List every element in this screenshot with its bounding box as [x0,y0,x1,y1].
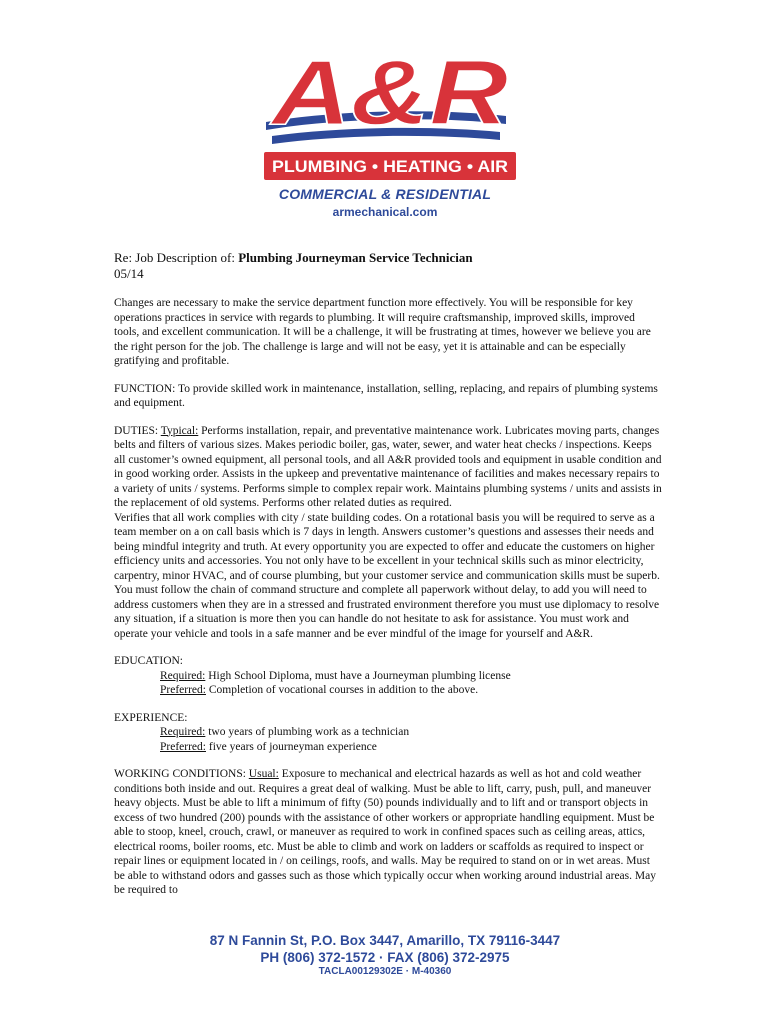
doc-date: 05/14 [114,266,144,281]
experience-preferred [114,740,662,755]
footer-phone: PH (806) 372-1572 · FAX (806) 372-2975 [260,950,510,965]
experience-required-text: two years of plumbing work as a technician [208,726,410,738]
education-label: EDUCATION: [114,655,183,667]
duties-label: DUTIES: [114,424,159,437]
company-website: armechanical.com [332,205,438,219]
working-sub-label: Usual: [248,768,279,780]
job-title: Plumbing Journeyman Service Technician [238,250,473,265]
working-text: Exposure to mechanical and electrical hazards as well as hot and cold weather conditions both inside and out. Requires a great deal of walking. Must be able to lift, carry, push, pull, and maneuver heavy objects. Must be able to lift a minimum of fifty (50) pounds individually and to lift and or transport objects in excess of two hundred (200) pounds with the assistance of other workers or appropriate handling equipment. Must be able to stoop, kneel, crouch, crawl, or maneuver as required to work in confined spaces such as ceiling areas, attics, electrical rooms, boiler rooms, etc. Must be able to climb and work on ladders or scaffolds as required to inspect or repair lines or equipment located in / on ceilings, roofs, and walls. May be required to stand on or in wet areas. Must be able to withstand odors and gasses such as those which typically occur when working around industrial areas. May be required to [114,768,656,896]
re-block [114,250,662,282]
duties-text: Performs installation, repair, and preventative maintenance work. Lubricates moving parts, changes belts and filters of various sizes. Makes periodic boiler, gas, water, sewer, and water heat checks / inspections. Keeps all customer’s owned equipment, all personal tools, and all A&R provided tools and equipment in usable condition and in good working order. Assists in the upkeep and preventative maintenance of facilities and makes necessary repairs to a variety of units / systems. Performs simple to complex repair work. Maintains plumbing systems / units and assists in the replacement of old systems. Performs other related duties as required. [114,424,662,509]
function-paragraph: FUNCTION: To provide skilled work in maintenance, installation, selling, replacing, and repairs of plumbing systems and equipment. [114,382,658,409]
education-required-text: High School Diploma, must have a Journeyman plumbing license [208,669,511,682]
experience-required [114,725,662,740]
logo-brand: A&R [269,42,508,144]
re-prefix: Re: Job Description of: [114,250,235,265]
education-preferred [114,683,662,698]
duties-sub-label: Typical: [160,424,199,437]
verifies-paragraph: Verifies that all work complies with city / state building codes. On a rotational basis you will be required to serve as a team member on a on call basis which is 7 days in length. Answers customer’s questions and assesses their needs and being mindful integrity and truth. At every opportunity you are expected to offer and educate the customers on higher efficiency units and accessories. You not only have to be excellent in your technical skills such as minor electricity, carpentry, minor HVAC, and of course plumbing, but your customer service and communication skills must be superb. You must follow the chain of command structure and complete all paperwork without delay, to add you will need to address customers when they are in a stressed and frustrated environment therefore you must use diplomacy to resolve any situation, if a situation is more then you can handle do not hesitate to ask for assistance. You must work and operate your vehicle and tools in a safe manner and be ever mindful of the image for yourself and A&R. [114,511,660,640]
footer-license: TACLA00129302E · M-40360 [318,966,452,977]
experience-preferred-label: Preferred: [160,740,206,753]
intro-paragraph: Changes are necessary to make the service department function more effectively. You will be responsible for key operations practices in service with regards to plumbing. It will require craftsmanship, improved skills, improved tools, and excellent communication. It will be a challenge, it will be frustrating at times, however we believe you are the right person for the job. The challenge is large and will not be easy, yet it is attainable and can be especially gratifying and profitable. [114,297,651,367]
education-preferred-label: Preferred: [160,684,206,696]
education-required [114,669,662,684]
experience-preferred-text: five years of journeyman experience [208,740,377,753]
experience-label: EXPERIENCE: [114,711,188,724]
education-required-label: Required: [160,669,206,682]
working-label: WORKING CONDITIONS: [114,768,246,780]
duties-paragraph [114,424,662,511]
company-tagline: COMMERCIAL & RESIDENTIAL [278,186,492,202]
experience-required-label: Required: [160,726,206,738]
document-body [114,296,662,898]
working-conditions-paragraph [114,767,662,898]
footer-address: 87 N Fannin St, P.O. Box 3447, Amarillo, TX 79116-3447 [209,933,561,948]
education-preferred-text: Completion of vocational courses in addition to the above. [208,684,479,696]
company-logo [256,36,524,182]
logo-banner-text: PLUMBING • HEATING • AIR [272,157,508,176]
